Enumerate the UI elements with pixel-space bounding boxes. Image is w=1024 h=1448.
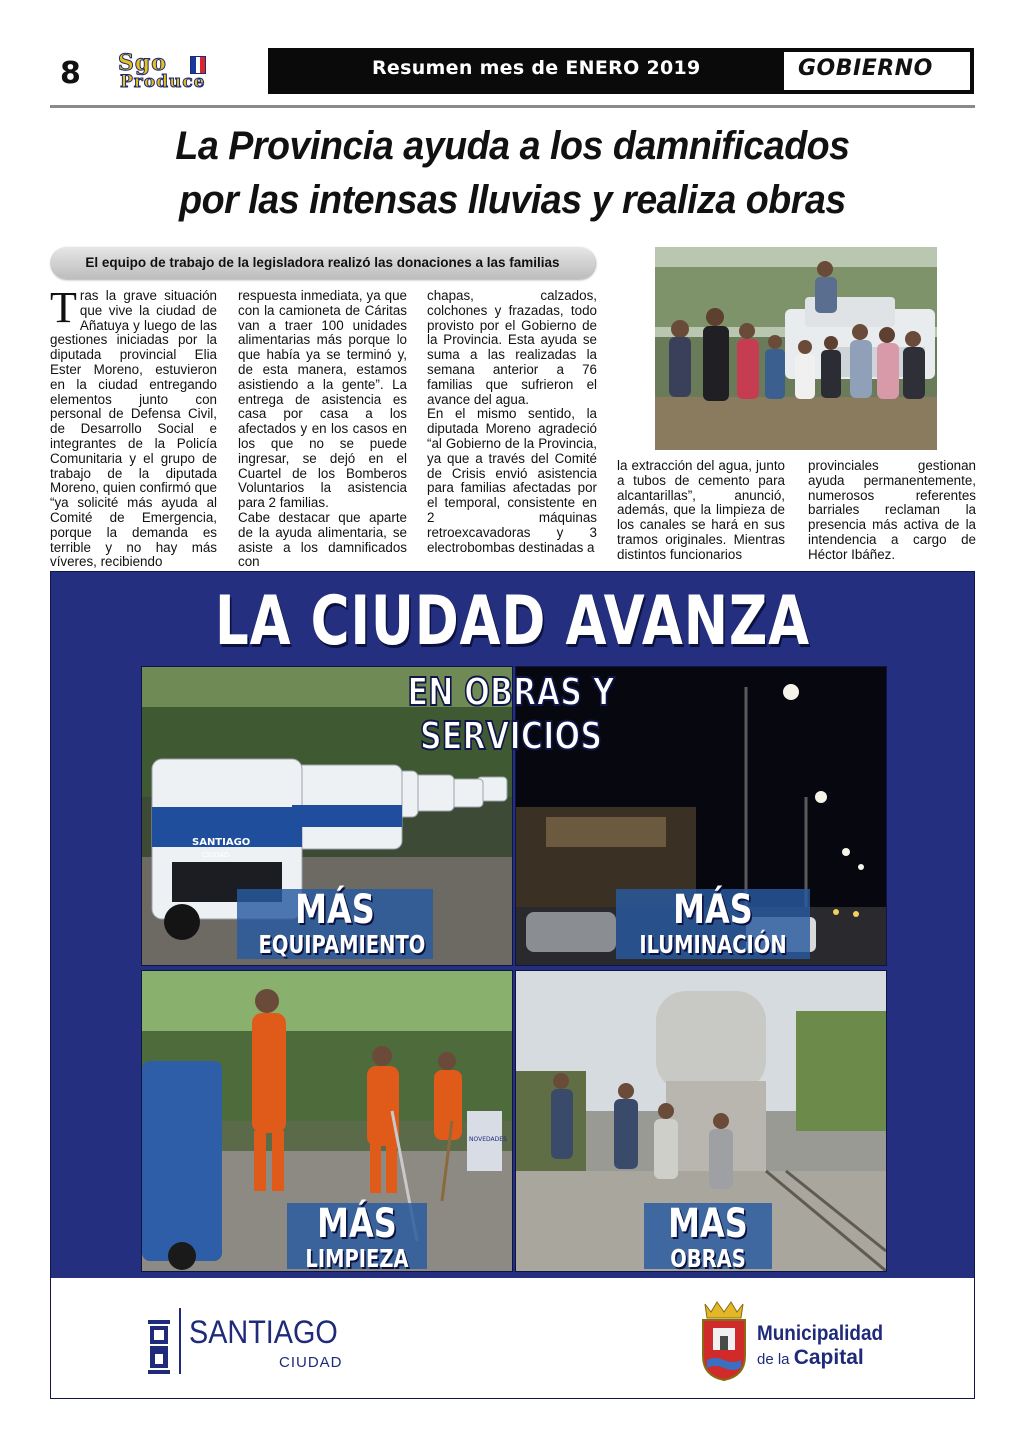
article-column-1 [50, 283, 217, 570]
municipal-shield-icon [697, 1298, 751, 1382]
logo-sgo-text: Sgo [118, 50, 167, 76]
section-label: GOBIERNO [798, 56, 933, 81]
subhead-pill [50, 247, 595, 279]
column-3-paragraph-2: En el mismo sentido, la diputada Moreno agradeció “al Gobierno de la Provincia, ya que a través del Comité de Crisis envió asistencia para familias afectadas por el temporal, consistente en 2 máquinas retroexcavadoras y 3 electrobombas destinadas a [427, 406, 597, 555]
header-rule [50, 105, 975, 108]
ad-footer [51, 1278, 974, 1398]
page-number: 8 [60, 56, 81, 91]
ad-subtitle: EN OBRAS Y SERVICIOS [407, 670, 615, 758]
badge-limpieza-bottom: LIMPIEZA [305, 1244, 409, 1272]
badge-equipamiento-bottom: EQUIPAMIENTO [258, 930, 426, 959]
sign-text: NOVEDADES [469, 1136, 507, 1143]
municipalidad-prefix: de la [757, 1351, 794, 1368]
column-3-paragraph-1: chapas, calzados, colchones y frazadas, todo provisto por el Gobierno de la Provincia. Esta ayuda se suma a las realizadas la semana anterior a 76 familias que sufrieron el avance del agua. [427, 288, 597, 407]
badge-equipamiento-top: MÁS [295, 887, 375, 933]
city-advertisement [50, 571, 975, 1399]
santiago-logo-sub: CIUDAD [279, 1354, 343, 1371]
badge-iluminacion-top: MÁS [673, 887, 753, 933]
truck-text: SANTIAGO [192, 837, 251, 848]
subhead-text: El equipo de trabajo de la legisladora realizó las donaciones a las familias [85, 255, 560, 270]
badge-obras-bottom: OBRAS [670, 1244, 746, 1272]
headline-line-2: por las intensas lluvias y realiza obras [179, 178, 846, 222]
headline-line-1: La Provincia ayuda a los damnificados [175, 124, 850, 168]
sgo-produce-logo [114, 50, 256, 96]
article-column-4 [617, 459, 785, 563]
badge-limpieza [287, 1201, 427, 1272]
article-column-2 [238, 289, 407, 570]
municipalidad-capital: Capital [793, 1346, 864, 1369]
article-column-5 [808, 459, 976, 563]
santiago-logo-name: SANTIAGO [189, 1314, 338, 1350]
municipalidad-subname [757, 1346, 864, 1370]
donation-photo [655, 247, 937, 450]
santiago-divider [179, 1308, 181, 1374]
column-5-text: provinciales gestionan ayuda permanentemente, numerosos referentes barriales reclaman la presencia más activa de la intendencia a cargo de Héctor Ibáñez. [808, 458, 976, 562]
column-2-paragraph-2: Cabe destacar que aparte de la ayuda alimentaria, se asiste a los damnificados con [238, 509, 407, 570]
badge-obras [644, 1201, 772, 1272]
badge-iluminacion-bottom: ILUMINACIÓN [639, 930, 787, 959]
badge-obras-top: MAS [668, 1201, 748, 1247]
truck-subtext: CIUDAD [202, 851, 230, 859]
panel-obras [515, 970, 887, 1272]
panel-limpieza [141, 970, 513, 1272]
column-2-paragraph-1: respuesta inmediata, ya que con la camioneta de Cáritas van a traer 100 unidades alimentarias más porque lo que había ya se terminó y, de esta manera, estamos asistiendo a la gente”. La entrega de asistencia es casa por casa a los afectados y en los casos en los que no se puede ingresar, se dejó en el Cuartel de los Bomberos Voluntarios la asistencia para 2 familias. [238, 288, 407, 511]
column-1-text: ras la grave situación que vive la ciudad de Añatuya y luego de las gestiones iniciadas por la diputada provincial Elia Ester Moreno, estuvieron en la ciudad entregando elementos junto con personal de Defensa Civil, de Desarrollo Social e integrantes de la Policía Comunitaria y el grupo de trabajo de la diputada Moreno, quien confirmó que “ya solicité más ayuda al Comité de Emergencia, porque la demanda es terrible y no hay más víveres, recibiendo [50, 288, 217, 570]
badge-limpieza-top: MÁS [317, 1201, 397, 1247]
ad-title: LA CIUDAD AVANZA [215, 582, 810, 661]
logo-produce-text: Produce [120, 72, 206, 92]
badge-equipamiento [237, 889, 433, 959]
municipalidad-name: Municipalidad [757, 1322, 884, 1345]
santiago-emblem-icon [146, 1314, 172, 1380]
dropcap: T [50, 283, 77, 332]
column-4-text: la extracción del agua, junto a tubos de cemento para alcantarillas”, anunció, además, que la limpieza de los canales se hará en sus tramos originales. Mientras distintos funcionarios [617, 458, 785, 562]
article-column-3 [427, 289, 597, 555]
badge-iluminacion [616, 889, 810, 959]
issue-title: Resumen mes de ENERO 2019 [372, 57, 701, 79]
